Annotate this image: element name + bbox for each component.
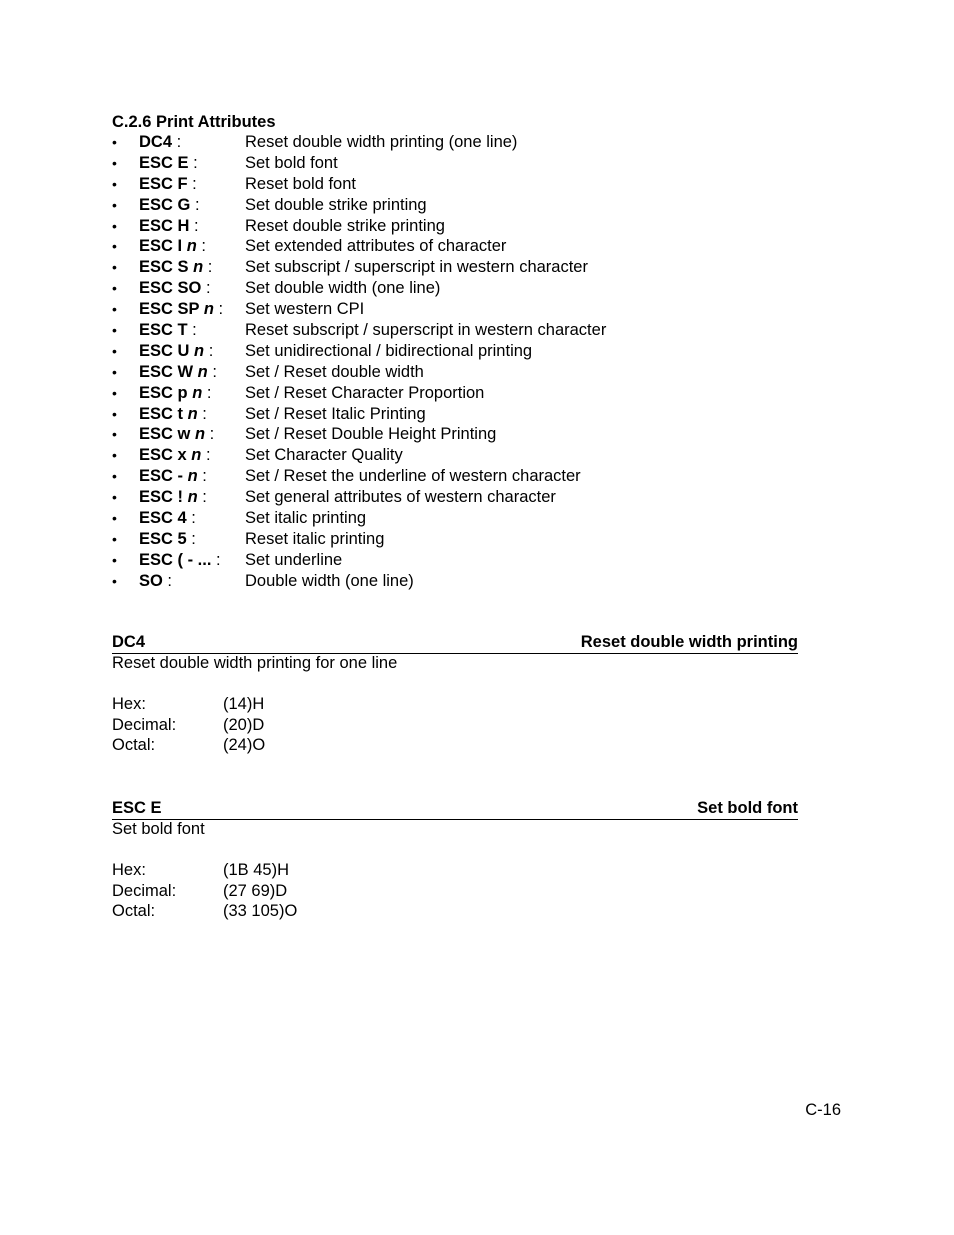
bullet-icon: • [112,217,117,234]
bullet-icon: • [112,489,117,506]
command-code [139,362,217,383]
command-description: Reset bold font [245,174,356,193]
command-code [139,404,207,425]
bullet-icon: • [112,530,117,547]
command-name: ESC G [139,195,191,214]
command-code [139,445,211,466]
bullet-icon: • [112,384,117,401]
command-name: ESC SO [139,279,202,298]
command-name: ESC U [139,341,195,360]
command-separator: : [202,383,212,402]
command-description: Set double strike printing [245,195,427,214]
hex-label: Hex: [112,861,146,879]
octal-row [112,735,798,756]
command-separator: : [162,571,173,590]
command-separator: : [197,467,207,486]
command-block-dc4 [112,631,798,756]
command-separator: : [213,300,224,319]
block-header [112,797,798,820]
command-name: DC4 [139,133,173,151]
command-separator: : [187,321,197,340]
command-separator: : [196,237,206,256]
bullet-icon: • [112,572,117,589]
bullet-icon: • [112,196,117,213]
command-description: Set western CPI [245,300,365,319]
command-name: ESC 4 [139,509,187,528]
block-description: Set bold font [112,820,205,838]
command-description: Double width (one line) [245,571,414,590]
command-code [139,299,223,320]
command-name: ESC - [139,467,188,486]
command-parameter: n [187,467,198,486]
block-command: ESC E [112,799,162,817]
command-name: ESC W [139,362,198,381]
code-table [112,694,798,756]
command-name: ESC w [139,425,195,444]
command-name: ESC T [139,321,188,340]
bullet-icon: • [112,134,117,150]
decimal-row [112,715,798,736]
octal-value: (24)O [223,736,266,755]
block-title: Set bold font [697,799,798,817]
command-code [139,153,198,174]
command-code [139,216,199,237]
command-separator: : [197,488,207,507]
bullet-icon: • [112,259,117,276]
hex-value: (14)H [223,695,265,713]
bullet-icon: • [112,154,117,171]
command-separator: : [207,362,217,381]
command-name: ESC SP [139,300,204,319]
command-description: Set general attributes of western character [245,488,556,507]
command-name: ESC H [139,216,190,235]
decimal-label: Decimal: [112,715,177,734]
bullet-icon: • [112,301,117,318]
command-separator: : [187,174,197,193]
command-description: Reset double width printing (one line) [245,133,518,151]
command-code [139,174,197,195]
command-name: ESC p [139,383,193,402]
command-separator: : [188,153,198,172]
command-parameter: n [191,446,202,465]
command-name: ESC F [139,174,188,193]
code-table [112,860,798,922]
hex-label: Hex: [112,695,146,713]
bullet-icon: • [112,447,117,464]
command-description: Set Character Quality [245,446,403,465]
command-code [139,341,213,362]
bullet-icon: • [112,363,117,380]
command-description: Reset italic printing [245,529,385,548]
command-code [139,195,200,216]
octal-value: (33 105)O [223,902,298,921]
command-name: ESC x [139,446,192,465]
command-code [139,278,211,299]
command-name: ESC S [139,258,194,277]
command-description: Reset subscript / superscript in western character [245,321,607,340]
command-separator: : [201,446,211,465]
command-parameter: n [187,488,198,507]
command-code [139,529,196,550]
command-separator: : [190,195,200,214]
command-separator: : [186,529,196,548]
bullet-icon: • [112,468,117,485]
command-parameter: n [197,362,208,381]
command-description: Set extended attributes of character [245,237,507,256]
command-parameter: n [187,404,198,423]
command-name: ESC t [139,404,188,423]
command-separator: : [197,404,207,423]
command-name: ESC I [139,237,187,256]
command-description: Reset double strike printing [245,216,445,235]
command-description: Set / Reset the underline of western character [245,467,581,486]
block-description: Reset double width printing for one line [112,654,398,672]
command-code [139,424,214,445]
hex-value: (1B 45)H [223,861,290,879]
bullet-icon: • [112,551,117,568]
command-separator: : [205,425,215,444]
command-separator: : [204,341,214,360]
hex-row [112,860,798,881]
command-code [139,466,207,487]
bullet-icon: • [112,322,117,339]
bullet-icon: • [112,280,117,297]
command-separator: : [189,216,199,235]
command-parameter: n [194,425,206,444]
page-number: C-16 [805,1101,841,1119]
bullet-icon: • [112,510,117,527]
decimal-value: (27 69)D [223,881,288,900]
command-name: ESC E [139,153,189,172]
command-parameter: n [193,258,204,277]
command-code [139,550,221,571]
command-separator: : [201,279,211,298]
octal-row [112,901,798,922]
octal-label: Octal: [112,736,156,755]
command-description: Set unidirectional / bidirectional printing [245,341,533,360]
bullet-icon: • [112,405,117,422]
bullet-icon: • [112,426,117,443]
command-description: Set / Reset Character Proportion [245,383,485,402]
command-parameter: n [192,383,203,402]
command-description: Set double width (one line) [245,279,441,298]
command-code [139,508,196,529]
command-code [139,236,206,257]
command-parameter: n [186,237,197,256]
command-code [139,132,181,153]
command-block-esc-e [112,797,798,922]
command-separator: : [203,258,213,277]
command-code [139,383,211,404]
command-code [139,571,172,592]
command-code [139,320,197,341]
command-code [139,257,212,278]
command-parameter: n [203,300,214,319]
block-header [112,631,798,654]
command-name: ESC ! [139,488,188,507]
bullet-icon: • [112,342,117,359]
decimal-value: (20)D [223,715,265,734]
command-name: ESC 5 [139,529,187,548]
command-description: Set italic printing [245,509,367,528]
command-description: Set / Reset Italic Printing [245,404,426,423]
decimal-label: Decimal: [112,881,177,900]
command-parameter: n [194,341,205,360]
command-description: Set bold font [245,153,338,172]
bullet-icon: • [112,238,117,255]
block-title: Reset double width printing [580,633,798,651]
section-title: C.2.6 Print Attributes [112,113,276,131]
command-description: Set subscript / superscript in western character [245,258,588,277]
command-separator: : [211,550,221,569]
command-code [139,487,207,508]
command-name: SO [139,571,163,590]
decimal-row [112,881,798,902]
octal-label: Octal: [112,902,156,921]
command-separator: : [172,133,182,151]
bullet-icon: • [112,175,117,192]
hex-row [112,694,798,715]
command-description: Set underline [245,550,343,569]
command-description: Set / Reset Double Height Printing [245,425,497,444]
block-command: DC4 [112,633,146,651]
command-name: ESC ( - ... [139,550,212,569]
command-description: Set / Reset double width [245,362,424,381]
command-separator: : [186,509,196,528]
